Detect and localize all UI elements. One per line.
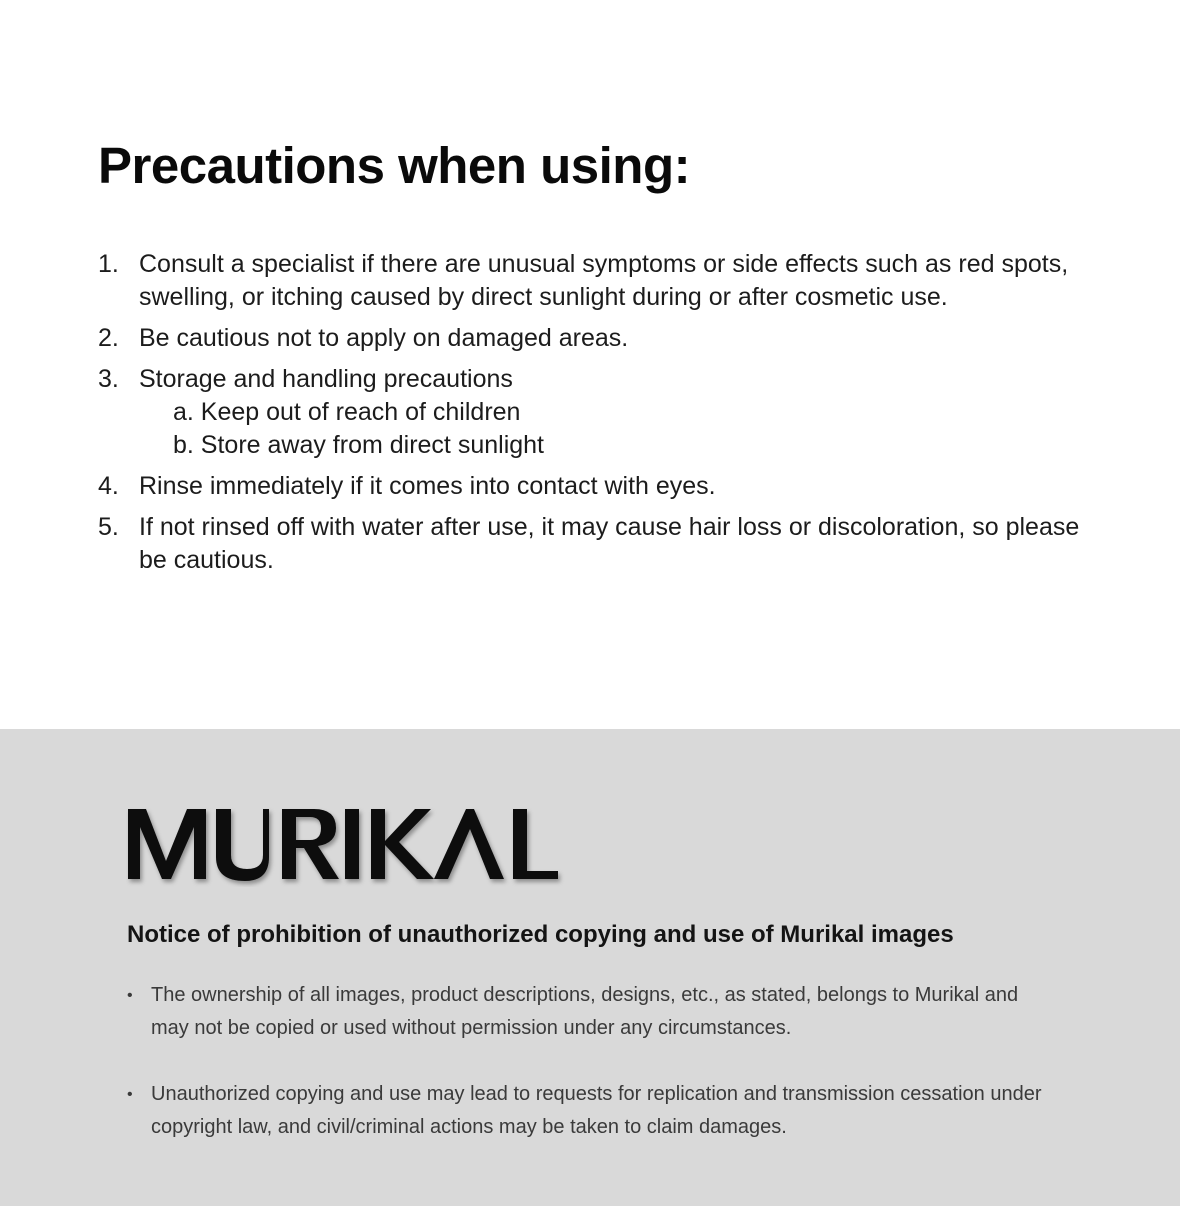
item-number: 3. <box>98 365 119 393</box>
storage-sublist <box>139 396 1098 462</box>
list-item <box>98 470 1098 503</box>
notice-bullet-list <box>127 979 1047 1177</box>
list-item <box>98 511 1098 577</box>
bullet-text: Unauthorized copying and use may lead to requests for replication and transmission cessation under copyright law, and civil/criminal actions may be taken to claim damages. <box>151 1083 1042 1138</box>
bullet-glyph: • <box>127 987 133 1004</box>
item-text: Storage and handling precautions <box>139 365 513 393</box>
murikal-logo <box>126 805 622 887</box>
item-text: Be cautious not to apply on damaged areas. <box>139 324 629 352</box>
item-number: 4. <box>98 472 119 500</box>
item-number: 2. <box>98 324 119 352</box>
copyright-notice-section <box>0 729 1180 1206</box>
sublist-item: a. Keep out of reach of children <box>173 398 521 426</box>
item-number: 5. <box>98 513 119 541</box>
item-text: Consult a specialist if there are unusual symptoms or side effects such as red spots, swelling, or itching caused by direct sunlight during or after cosmetic use. <box>139 250 1069 311</box>
list-item <box>127 979 1047 1045</box>
bullet-glyph: • <box>127 1086 133 1103</box>
precautions-title: Precautions when using: <box>98 137 691 194</box>
list-item <box>98 322 1098 355</box>
precautions-list <box>98 248 1098 585</box>
item-number: 1. <box>98 250 119 278</box>
list-item <box>98 248 1098 314</box>
item-text: Rinse immediately if it comes into contact with eyes. <box>139 472 716 500</box>
bullet-text: The ownership of all images, product descriptions, designs, etc., as stated, belongs to Murikal and may not be copied or used without permission under any circumstances. <box>151 984 1019 1039</box>
notice-title: Notice of prohibition of unauthorized copying and use of Murikal images <box>127 921 954 948</box>
item-text: If not rinsed off with water after use, it may cause hair loss or discoloration, so please be cautious. <box>139 513 1080 574</box>
sublist-item: b. Store away from direct sunlight <box>173 431 544 459</box>
list-item <box>127 1078 1047 1144</box>
list-item <box>98 363 1098 462</box>
